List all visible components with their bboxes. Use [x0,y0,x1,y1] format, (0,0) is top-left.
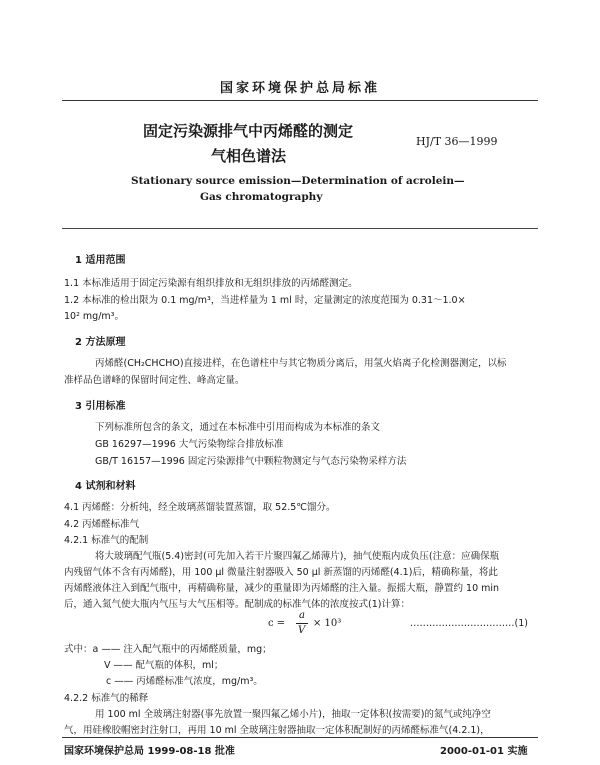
section-2-line2: 准样品色谱峰的保留时间定性、峰高定量。 [64,375,245,386]
para-4-2-1-line3: 丙烯醛液体注入到配气瓶中，再精确称量，减少的重量即为丙烯醛的注入量。振摇大瓶，静置约 10 min [64,583,500,594]
equation-number: ……………………………(1) [410,618,528,629]
section-2-line1: 丙烯醛(CH₂CHCHO)直接进样，在色谱柱中与其它物质分离后，用氢火焰离子化检测器测定，以标 [95,358,507,369]
section-1-heading: 1 适用范围 [75,255,126,266]
para-4-2-1-line1: 将大玻璃配气瓶(5.4)密封(可先加入若干片聚四氟乙烯薄片)，抽气使瓶内成负压(注意：应确保瓶 [95,551,500,562]
clause-4-2-1: 4.2.1 标准气的配制 [64,535,149,546]
footer-divider [62,737,538,738]
clause-1-1: 1.1 本标准适用于固定污染源有组织排放和无组织排放的丙烯醛测定。 [64,278,358,289]
ref-gb16297: GB 16297—1996 大气污染物综合排放标准 [95,439,284,450]
title-cn-line2: 气相色谱法 [211,147,287,165]
equation-rhs: × 10³ [313,618,342,629]
title-divider [62,228,538,229]
equation-denominator: V [298,625,306,636]
clause-4-2: 4.2 丙烯醛标准气 [64,519,140,530]
where-a: 式中：a —— 注入配气瓶中的丙烯醛质量，mg； [64,644,272,655]
ref-gbt16157: GB/T 16157—1996 固定污染源排气中颗粒物测定与气态污染物采样方法 [95,456,407,467]
fraction-bar [296,623,308,624]
title-en-line1: Stationary source emission—Determination of acrolein— [131,175,465,187]
where-c: c —— 丙烯醛标准气浓度，mg/m³。 [106,676,263,687]
para-4-2-1-line4: 后，通入氮气使大瓶内气压与大气压相等。配制成的标准气体的浓度按式(1)计算： [64,599,410,610]
para-4-2-2-line2: 气，用硅橡胶帽密封注射口，再用 10 ml 全玻璃注射器抽取一定体积配制好的丙烯醛标准气(4.2.1)， [64,725,490,736]
title-cn-line1: 固定污染源排气中丙烯醛的测定 [143,122,354,140]
where-v: V —— 配气瓶的体积，ml； [104,660,224,671]
effective-date: 2000-01-01 实施 [440,746,528,757]
section-4-heading: 4 试剂和材料 [75,481,136,492]
para-4-2-1-line2: 内残留气体不含有丙烯醛)，用 100 μl 微量注射器吸入 50 μl 新蒸馏的丙烯醛(4.1)后，精确称量，将此 [64,567,498,578]
clause-1-2-cont: 10² mg/m³。 [64,311,124,322]
clause-4-1: 4.1 丙烯醛：分析纯，经全玻璃蒸馏装置蒸馏，取 52.5℃馏分。 [64,502,336,513]
standard-number: HJ/T 36—1999 [416,135,498,148]
clause-4-2-2: 4.2.2 标准气的稀释 [64,693,149,704]
equation-numerator: a [299,610,305,621]
section-3-heading: 3 引用标准 [75,401,126,412]
section-2-heading: 2 方法原理 [75,337,126,348]
section-3-intro: 下列标准所包含的条文，通过在本标准中引用而构成为本标准的条文 [95,422,381,433]
para-4-2-2-line1: 用 100 ml 全玻璃注射器(事先放置一聚四氟乙烯小片)，抽取一定体积(按需要)的氮气或纯净空 [95,709,491,720]
approval-date: 国家环境保护总局 1999-08-18 批准 [64,746,235,757]
clause-1-2: 1.2 本标准的检出限为 0.1 mg/m³，当进样量为 1 ml 时，定量测定的浓度范围为 0.31～1.0× [64,295,466,306]
issuing-agency: 国家环境保护总局标准 [219,81,380,96]
equation-lhs: c = [268,618,286,629]
header-divider [62,100,538,101]
title-en-line2: Gas chromatography [200,191,323,203]
